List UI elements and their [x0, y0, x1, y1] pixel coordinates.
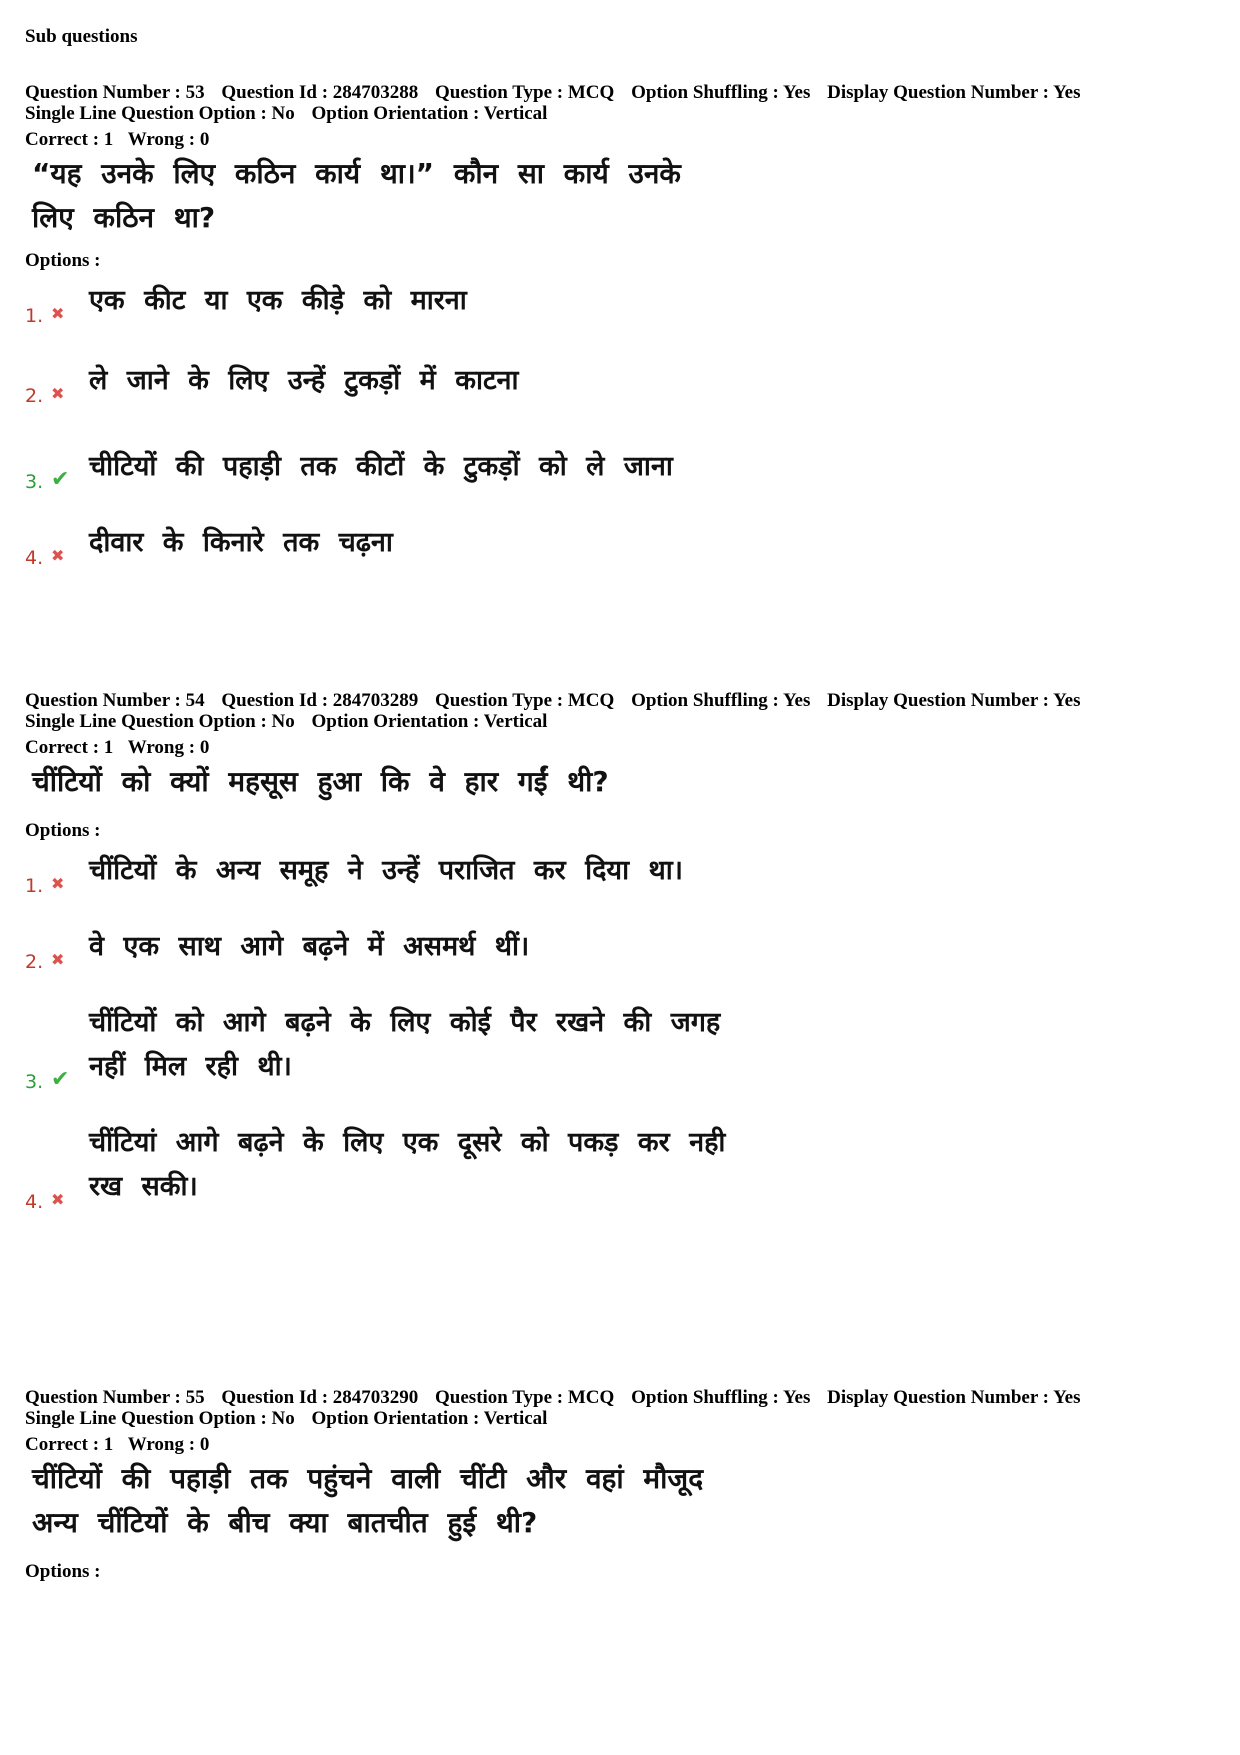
- label: Question Number :: [25, 690, 181, 711]
- option-shuffling: Yes: [782, 82, 811, 103]
- option-number: 3.: [25, 1071, 44, 1093]
- question-block: [25, 82, 1215, 571]
- display-question-number: Yes: [1053, 82, 1081, 103]
- question-id: 284703289: [332, 690, 419, 711]
- display-question-number: Yes: [1053, 690, 1081, 711]
- label: Single Line Question Option :: [25, 1408, 267, 1429]
- option-item: [25, 279, 1215, 329]
- option-text: दीवार के किनारे तक चढ़ना: [89, 527, 393, 558]
- option-item: [25, 359, 1215, 409]
- label: Option Orientation :: [311, 711, 480, 732]
- question-number: 55: [185, 1387, 205, 1408]
- option-number: 1.: [25, 305, 44, 327]
- option-shuffling: Yes: [782, 1387, 811, 1408]
- label: Display Question Number :: [827, 1387, 1050, 1408]
- option-text: ले जाने के लिए उन्हें टुकड़ों में काटना: [89, 365, 519, 396]
- question-id: 284703290: [332, 1387, 419, 1408]
- option-number: 1.: [25, 875, 44, 897]
- cross-icon: ✖: [51, 1190, 65, 1209]
- question-meta-line-2: [25, 711, 1215, 732]
- question-type: MCQ: [567, 82, 615, 103]
- option-item: [25, 1001, 1215, 1095]
- question-meta-line-2: [25, 1408, 1215, 1429]
- option-item: [25, 521, 1215, 571]
- label: Wrong :: [127, 1434, 196, 1455]
- question-text: “यह उनके लिए कठिन कार्य था।” कौन सा कार्य उनके लिए कठिन था?: [32, 157, 681, 234]
- label: Display Question Number :: [827, 690, 1050, 711]
- option-number: 4.: [25, 547, 44, 569]
- question-meta-line-1: [25, 690, 1215, 711]
- single-line-option: No: [271, 103, 295, 124]
- label: Wrong :: [127, 129, 196, 150]
- question-type: MCQ: [567, 690, 615, 711]
- label: Correct :: [25, 129, 100, 150]
- cross-icon: ✖: [51, 304, 65, 323]
- correct-marks: 1: [103, 1434, 114, 1455]
- label: Question Type :: [435, 690, 564, 711]
- question-block: [25, 690, 1215, 1215]
- label: Question Type :: [435, 1387, 564, 1408]
- wrong-marks: 0: [199, 1434, 210, 1455]
- label: Option Shuffling :: [631, 690, 779, 711]
- section-title: Sub questions: [25, 26, 138, 47]
- option-shuffling: Yes: [782, 690, 811, 711]
- wrong-marks: 0: [199, 129, 210, 150]
- options-label: Options :: [25, 1561, 101, 1582]
- question-number: 54: [185, 690, 205, 711]
- question-id: 284703288: [332, 82, 419, 103]
- score-line: [25, 129, 1215, 150]
- question-meta-line-1: [25, 1387, 1215, 1408]
- correct-marks: 1: [103, 737, 114, 758]
- option-orientation: Vertical: [483, 711, 548, 732]
- correct-marks: 1: [103, 129, 114, 150]
- option-item: [25, 1121, 1215, 1215]
- option-number: 3.: [25, 471, 44, 493]
- question-block: [25, 1387, 1215, 1582]
- question-type: MCQ: [567, 1387, 615, 1408]
- score-line: [25, 1434, 1215, 1455]
- option-text: एक कीट या एक कीड़े को मारना: [89, 285, 467, 316]
- option-orientation: Vertical: [483, 103, 548, 124]
- cross-icon: ✖: [51, 546, 65, 565]
- option-item: [25, 925, 1215, 975]
- cross-icon: ✖: [51, 384, 65, 403]
- option-text: चींटियों के अन्य समूह ने उन्हें पराजित कर दिया था।: [89, 855, 683, 886]
- option-text: वे एक साथ आगे बढ़ने में असमर्थ थीं।: [89, 931, 530, 962]
- option-text: चींटियों को आगे बढ़ने के लिए कोई पैर रखने की जगह नहीं मिल रही थी।: [89, 1007, 721, 1082]
- label: Question Type :: [435, 82, 564, 103]
- label: Question Number :: [25, 1387, 181, 1408]
- option-text: चीटियों की पहाड़ी तक कीटों के टुकड़ों को ले जाना: [89, 451, 673, 482]
- question-text: चींटियों की पहाड़ी तक पहुंचने वाली चींटी और वहां मौजूद अन्य चींटियों के बीच क्या बातचीत हुई थी?: [32, 1462, 704, 1539]
- cross-icon: ✖: [51, 874, 65, 893]
- wrong-marks: 0: [199, 737, 210, 758]
- label: Correct :: [25, 1434, 100, 1455]
- option-item: [25, 849, 1215, 899]
- label: Option Shuffling :: [631, 1387, 779, 1408]
- label: Single Line Question Option :: [25, 103, 267, 124]
- option-number: 4.: [25, 1191, 44, 1213]
- check-icon: ✔: [51, 1067, 70, 1092]
- question-number: 53: [185, 82, 205, 103]
- display-question-number: Yes: [1053, 1387, 1081, 1408]
- label: Option Orientation :: [311, 103, 480, 124]
- label: Display Question Number :: [827, 82, 1050, 103]
- options-label: Options :: [25, 250, 101, 271]
- question-meta-line-2: [25, 103, 1215, 124]
- label: Option Shuffling :: [631, 82, 779, 103]
- check-icon: ✔: [51, 467, 70, 492]
- option-number: 2.: [25, 385, 44, 407]
- score-line: [25, 737, 1215, 758]
- option-orientation: Vertical: [483, 1408, 548, 1429]
- label: Single Line Question Option :: [25, 711, 267, 732]
- options-label: Options :: [25, 820, 101, 841]
- label: Question Id :: [221, 1387, 329, 1408]
- single-line-option: No: [271, 711, 295, 732]
- option-text: चींटियां आगे बढ़ने के लिए एक दूसरे को पकड़ कर नही रख सकी।: [89, 1127, 726, 1202]
- label: Question Number :: [25, 82, 181, 103]
- cross-icon: ✖: [51, 950, 65, 969]
- single-line-option: No: [271, 1408, 295, 1429]
- label: Correct :: [25, 737, 100, 758]
- option-number: 2.: [25, 951, 44, 973]
- label: Question Id :: [221, 690, 329, 711]
- label: Question Id :: [221, 82, 329, 103]
- label: Wrong :: [127, 737, 196, 758]
- question-text: चींटियों को क्यों महसूस हुआ कि वे हार गईं थी?: [32, 765, 609, 798]
- label: Option Orientation :: [311, 1408, 480, 1429]
- option-item: [25, 445, 1215, 495]
- question-meta-line-1: [25, 82, 1215, 103]
